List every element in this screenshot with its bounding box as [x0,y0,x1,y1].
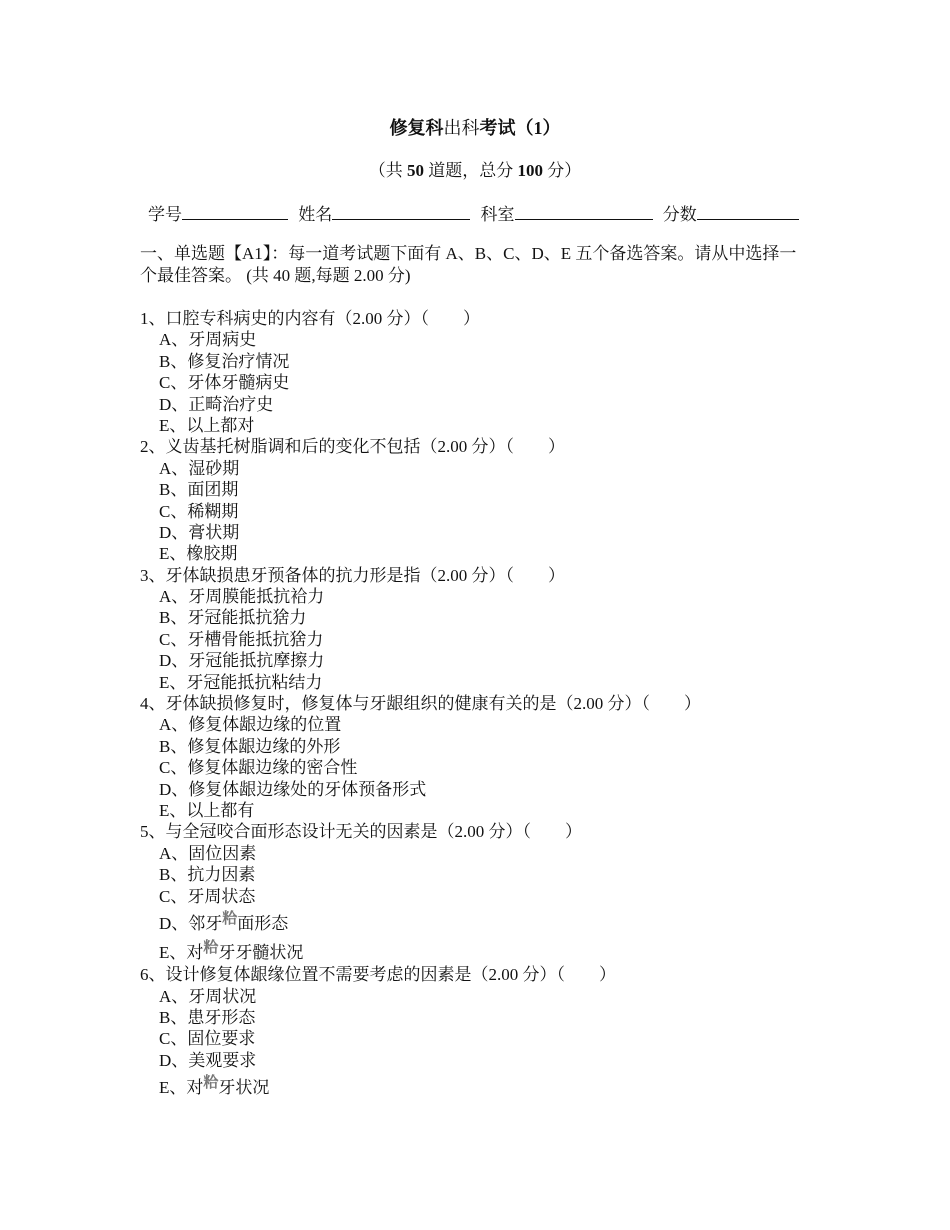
section-heading: 一、单选题【A1】：每一道考试题下面有 A、B、C、D、E 五个备选答案。请从中选择一个最佳答案。 (共 40 题,每题 2.00 分) [140,244,797,285]
option-c: C、稀糊期 [159,501,239,521]
student-id-blank[interactable] [182,204,288,220]
option-c: C、牙槽骨能抵抗猞力 [159,629,324,649]
exam-title: 修复科出科考试（1） [389,118,561,138]
department-label: 科室 [480,205,515,224]
option-a: A、固位因素 [159,843,257,863]
department-blank[interactable] [515,204,653,220]
option-a: A、牙周状况 [159,986,257,1006]
option-e: E、以上都对 [159,415,255,435]
occlusal-glyph: 粭 [203,1075,219,1092]
option-b: B、抗力因素 [159,865,256,885]
option-e: E、对粭牙状况 [159,1075,270,1098]
name-label: 姓名 [298,205,333,224]
question-stem: 4、牙体缺损修复时，修复体与牙龈组织的健康有关的是（2.00 分）（ ） [140,694,701,714]
exam-subtitle: （共 50 道题，总分 100 分） [368,161,582,180]
option-c: C、固位要求 [159,1029,256,1049]
option-e: E、橡胶期 [159,544,238,564]
option-a: A、牙周膜能抵抗袷力 [159,587,325,607]
option-b: B、修复体龈边缘的外形 [159,736,341,756]
occlusal-glyph: 粭 [222,910,238,927]
option-b: B、牙冠能抵抗猞力 [159,608,307,628]
option-d: D、美观要求 [159,1050,257,1070]
question-stem: 1、口腔专科病史的内容有（2.00 分）（ ） [140,309,480,328]
question-stem: 3、牙体缺损患牙预备体的抗力形是指（2.00 分）（ ） [140,565,565,585]
occlusal-glyph: 粭 [203,939,219,956]
name-blank[interactable] [332,204,470,220]
option-a: A、湿砂期 [159,458,240,478]
option-c: C、牙体牙髓病史 [159,373,290,393]
option-a: A、牙周病史 [159,330,257,350]
question-stem: 5、与全冠咬合面形态设计无关的因素是（2.00 分）（ ） [140,822,582,842]
option-b: B、面团期 [159,480,239,500]
option-e: E、以上都有 [159,800,255,820]
option-a: A、修复体龈边缘的位置 [159,715,342,735]
score-label: 分数 [662,205,697,224]
option-b: B、患牙形态 [159,1007,256,1027]
option-e: E、对粭牙牙髓状况 [159,939,304,962]
student-id-label: 学号 [148,205,182,224]
option-d: D、牙冠能抵抗摩擦力 [159,651,325,671]
option-d: D、修复体龈边缘处的牙体预备形式 [159,779,427,799]
score-blank[interactable] [697,204,799,220]
question-list [140,308,820,1100]
option-b: B、修复治疗情况 [159,351,290,371]
option-c: C、牙周状态 [159,886,256,906]
option-d: D、邻牙粭面形态 [159,910,289,933]
student-info-fields [148,200,805,225]
question-stem: 6、设计修复体龈缘位置不需要考虑的因素是（2.00 分）（ ） [140,965,616,985]
option-c: C、修复体龈边缘的密合性 [159,758,358,778]
option-e: E、牙冠能抵抗粘结力 [159,672,323,692]
option-d: D、膏状期 [159,522,240,542]
question-stem: 2、义齿基托树脂调和后的变化不包括（2.00 分）（ ） [140,437,565,457]
option-d: D、正畸治疗史 [159,394,274,414]
